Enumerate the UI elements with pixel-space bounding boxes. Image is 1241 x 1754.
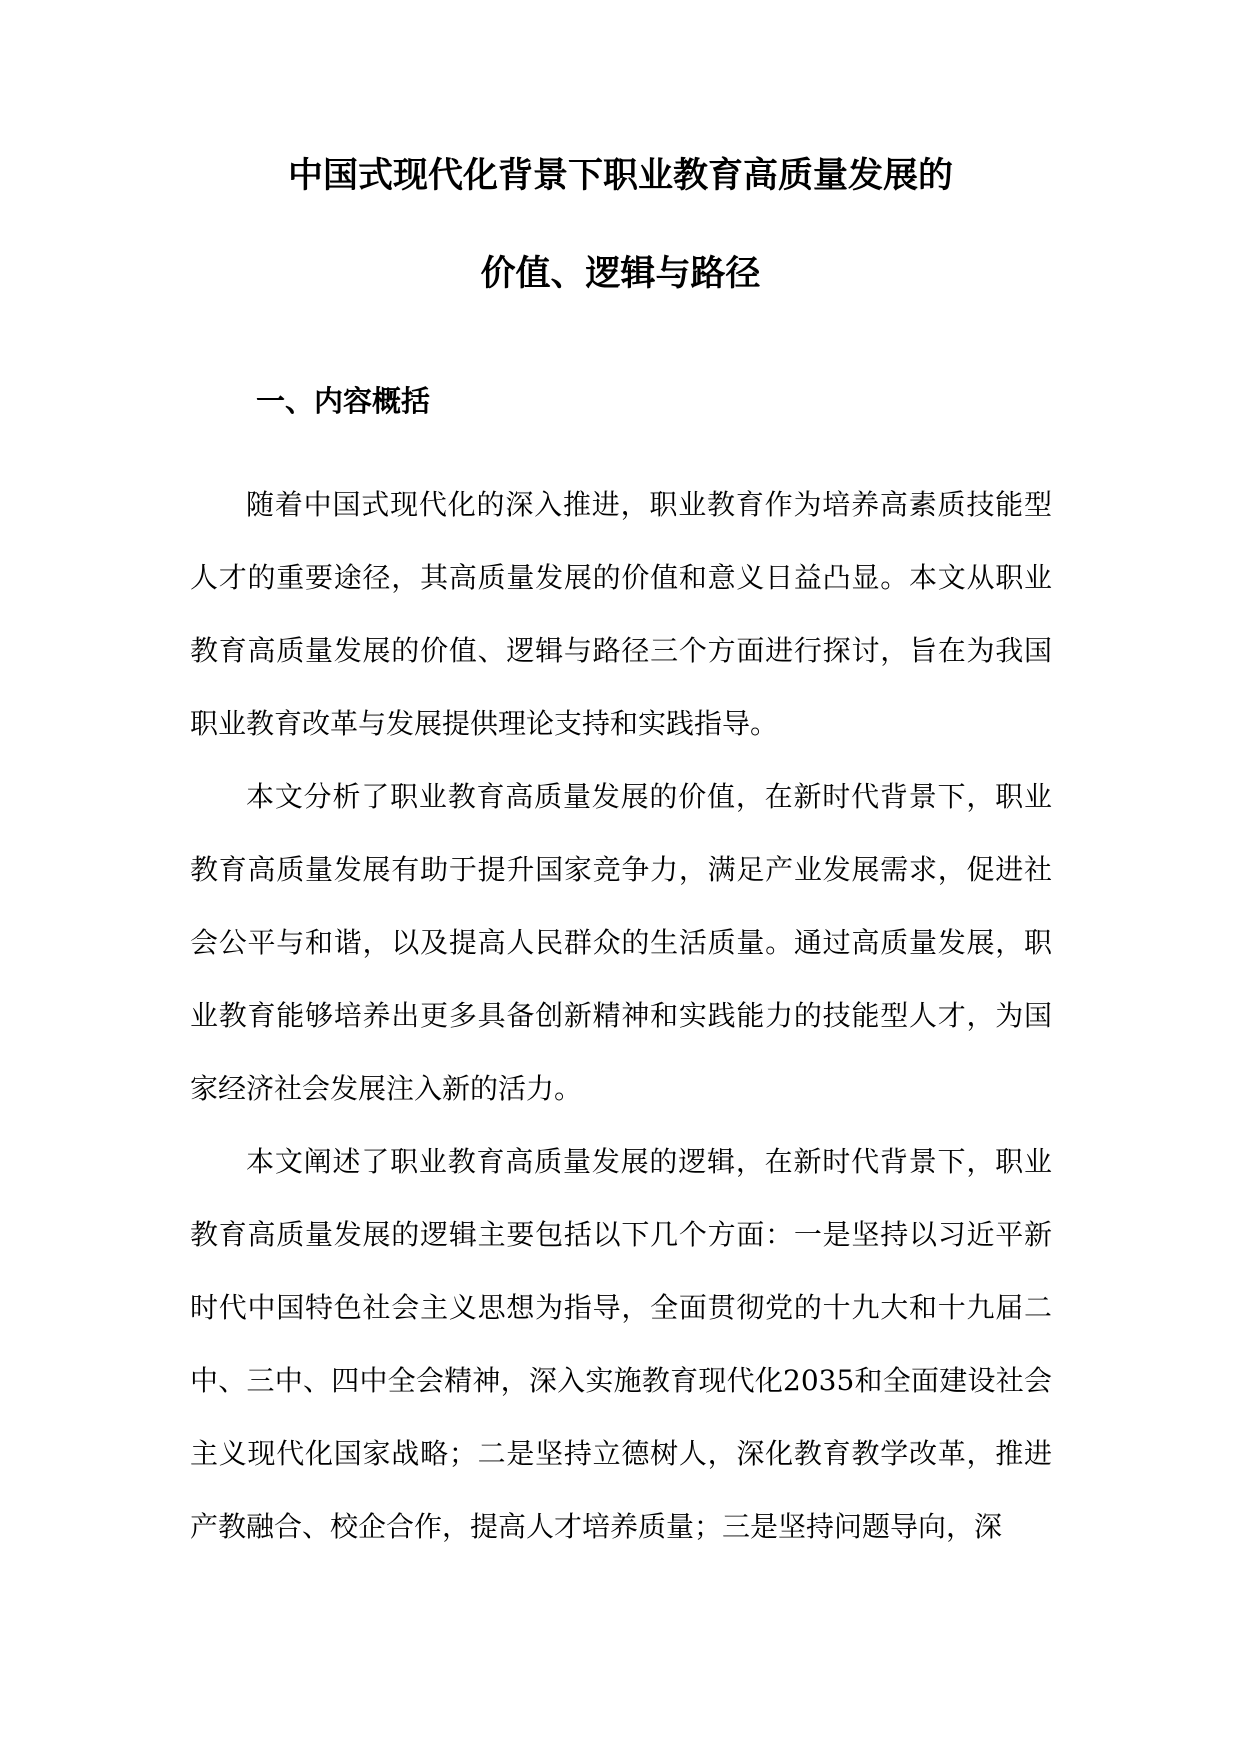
section-heading: 一、内容概括 [256,384,431,418]
document-title-line-1: 中国式现代化背景下职业教育高质量发展的 [287,156,953,196]
document-title-line-2: 价值、逻辑与路径 [480,254,761,294]
document-body [190,468,1052,1563]
paragraph-2: 本文分析了职业教育高质量发展的价值，在新时代背景下，职业教育高质量发展有助于提升国家竞争力，满足产业发展需求，促进社会公平与和谐，以及提高人民群众的生活质量。通过高质量发展，职业教育能够培养出更多具备创新精神和实践能力的技能型人才，为国家经济社会发展注入新的活力。 [190,780,1052,1105]
paragraph-3: 本文阐述了职业教育高质量发展的逻辑，在新时代背景下，职业教育高质量发展的逻辑主要包括以下几个方面：一是坚持以习近平新时代中国特色社会主义思想为指导，全面贯彻党的十九大和十九届二中、三中、四中全会精神，深入实施教育现代化2035和全面建设社会主义现代化国家战略；二是坚持立德树人，深化教育教学改革，推进产教融合、校企合作，提高人才培养质量；三是坚持问题导向，深 [190,1145,1052,1543]
paragraph-1: 随着中国式现代化的深入推进，职业教育作为培养高素质技能型人才的重要途径，其高质量发展的价值和意义日益凸显。本文从职业教育高质量发展的价值、逻辑与路径三个方面进行探讨，旨在为我国职业教育改革与发展提供理论支持和实践指导。 [190,488,1052,740]
